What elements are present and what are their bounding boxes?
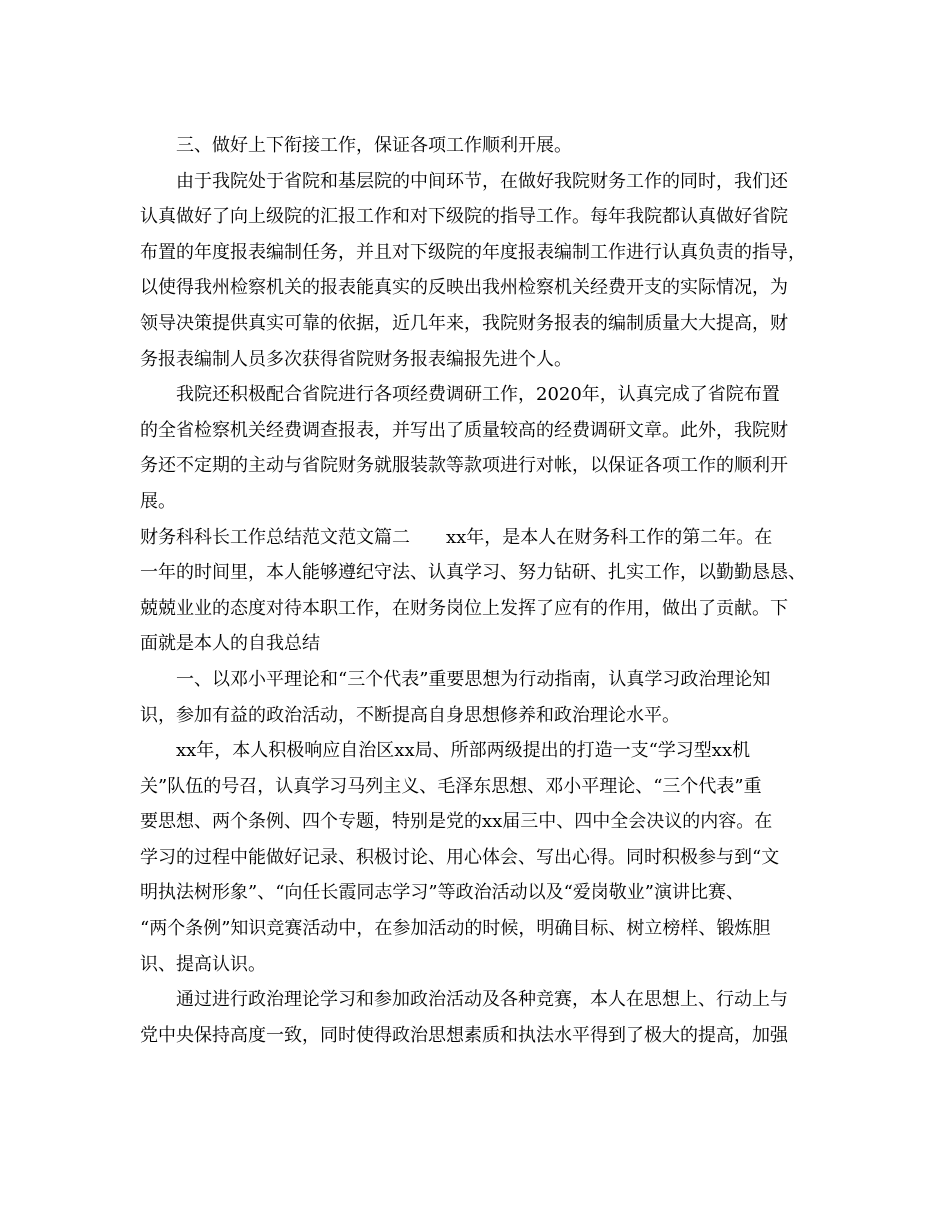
paragraph-line: 认真做好了向上级院的汇报工作和对下级院的指导工作。每年我院都认真做好省院 xyxy=(140,206,788,228)
paragraph-line: 通过进行政治理论学习和参加政治活动及各种竞赛，本人在思想上、行动上与 xyxy=(176,989,788,1011)
paragraph-line: 务报表编制人员多次获得省院财务报表编报先进个人。 xyxy=(140,348,572,370)
section-heading: 一、以邓小平理论和“三个代表”重要思想为行动指南，认真学习政治理论知 xyxy=(176,668,771,690)
paragraph-line: 领导决策提供真实可靠的依据，近几年来，我院财务报表的编制质量大大提高，财 xyxy=(140,312,788,334)
paragraph-line: 明执法树形象”、“向任长霞同志学习”等政治活动以及“爱岗敬业”演讲比赛、 xyxy=(140,882,745,904)
paragraph-line: xx年，本人积极响应自治区xx局、所部两级提出的打造一支“学习型xx机 xyxy=(176,740,751,762)
article-title-line: 财务科科长工作总结范文范文篇二 xx年，是本人在财务科工作的第二年。在 xyxy=(140,526,773,548)
paragraph-line: 关”队伍的号召，认真学习马列主义、毛泽东思想、邓小平理论、“三个代表”重 xyxy=(140,775,762,797)
paragraph-line: 党中央保持高度一致，同时使得政治思想素质和执法水平得到了极大的提高，加强 xyxy=(140,1024,788,1046)
paragraph-line: 我院还积极配合省院进行各项经费调研工作，2020年，认真完成了省院布置 xyxy=(176,384,780,406)
paragraph-line: “两个条例”知识竞赛活动中，在参加活动的时候，明确目标、树立榜样、锻炼胆 xyxy=(140,918,771,940)
document-body xyxy=(140,128,812,1053)
paragraph-line: 学习的过程中能做好记录、积极讨论、用心体会、写出心得。同时积极参与到“文 xyxy=(140,846,780,868)
paragraph-line: 识、提高认识。 xyxy=(140,953,266,975)
paragraph-line: 面就是本人的自我总结 xyxy=(140,633,320,655)
paragraph-line: 要思想、两个条例、四个专题，特别是党的xx届三中、四中全会决议的内容。在 xyxy=(140,811,773,833)
paragraph-line: 一年的时间里，本人能够遵纪守法、认真学习、努力钻研、扎实工作，以勤勤恳恳、 xyxy=(140,562,806,584)
paragraph-line: 识，参加有益的政治活动，不断提高自身思想修养和政治理论水平。 xyxy=(140,704,680,726)
paragraph-line: 由于我院处于省院和基层院的中间环节，在做好我院财务工作的同时，我们还 xyxy=(176,170,788,192)
paragraph-line: 的全省检察机关经费调查报表，并写出了质量较高的经费调研文章。此外，我院财 xyxy=(140,419,788,441)
paragraph-line: 布置的年度报表编制任务，并且对下级院的年度报表编制工作进行认真负责的指导， xyxy=(140,241,806,263)
paragraph-line: 展。 xyxy=(140,490,176,512)
paragraph-line: 以使得我州检察机关的报表能真实的反映出我州检察机关经费开支的实际情况，为 xyxy=(140,277,788,299)
section-heading: 三、做好上下衔接工作，保证各项工作顺利开展。 xyxy=(176,135,572,156)
paragraph-line: 务还不定期的主动与省院财务就服装款等款项进行对帐，以保证各项工作的顺利开 xyxy=(140,455,788,477)
paragraph-line: 兢兢业业的态度对待本职工作，在财务岗位上发挥了应有的作用，做出了贡献。下 xyxy=(140,597,788,619)
